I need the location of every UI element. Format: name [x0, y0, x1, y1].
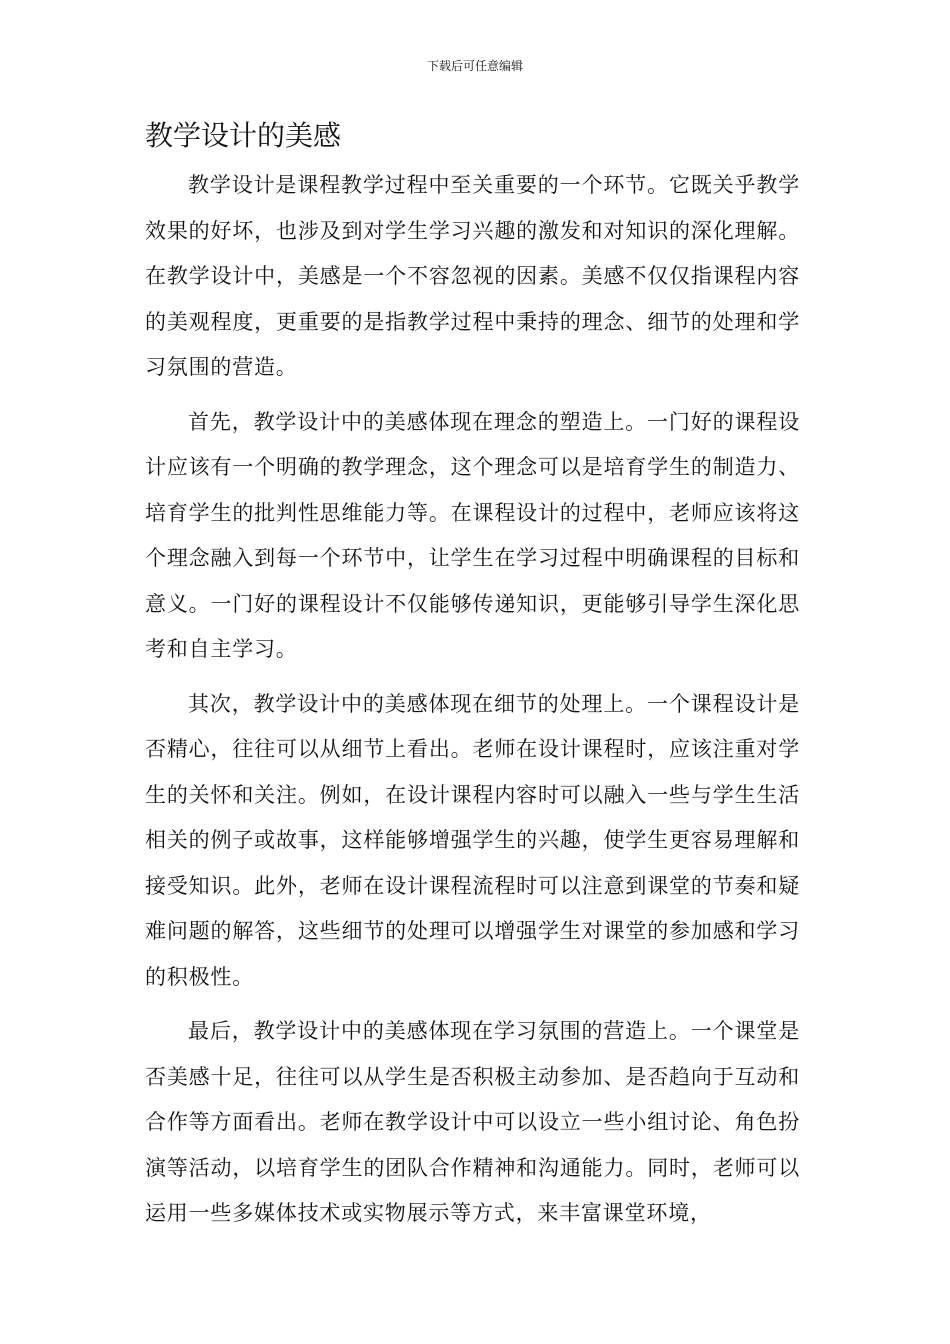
paragraph-2: 首先，教学设计中的美感体现在理念的塑造上。一门好的课程设计应该有一个明确的教学理念，这个理念可以是培育学生的制造力、培育学生的批判性思维能力等。在课程设计的过程中，老师应该将这个理念融入到每一个环节中，让学生在学习过程中明确课程的目标和意义。一门好的课程设计不仅能够传递知识，更能够引导学生深化思考和自主学习。: [145, 409, 800, 661]
page-header: 下载后可任意编辑: [426, 59, 523, 73]
paragraph-1: 教学设计是课程教学过程中至关重要的一个环节。它既关乎教学效果的好坏，也涉及到对学生学习兴趣的激发和对知识的深化理解。在教学设计中，美感是一个不容忽视的因素。美感不仅仅指课程内容的美观程度，更重要的是指教学过程中秉持的理念、细节的处理和学习氛围的营造。: [145, 173, 800, 379]
paragraph-3: 其次，教学设计中的美感体现在细节的处理上。一个课程设计是否精心，往往可以从细节上看出。老师在设计课程时，应该注重对学生的关怀和关注。例如，在设计课程内容时可以融入一些与学生生活相关的例子或故事，这样能够增强学生的兴趣，使学生更容易理解和接受知识。此外，老师在设计课程流程时可以注意到课堂的节奏和疑难问题的解答，这些细节的处理可以增强学生对课堂的参加感和学习的积极性。: [145, 691, 800, 989]
paragraph-4: 最后，教学设计中的美感体现在学习氛围的营造上。一个课堂是否美感十足，往往可以从学生是否积极主动参加、是否趋向于互动和合作等方面看出。老师在教学设计中可以设立一些小组讨论、角色扮演等活动，以培育学生的团队合作精神和沟通能力。同时，老师可以运用一些多媒体技术或实物展示等方式，来丰富课堂环境，: [145, 1019, 800, 1225]
document-body: [145, 163, 800, 1246]
document-title: 教学设计的美感: [145, 119, 342, 152]
